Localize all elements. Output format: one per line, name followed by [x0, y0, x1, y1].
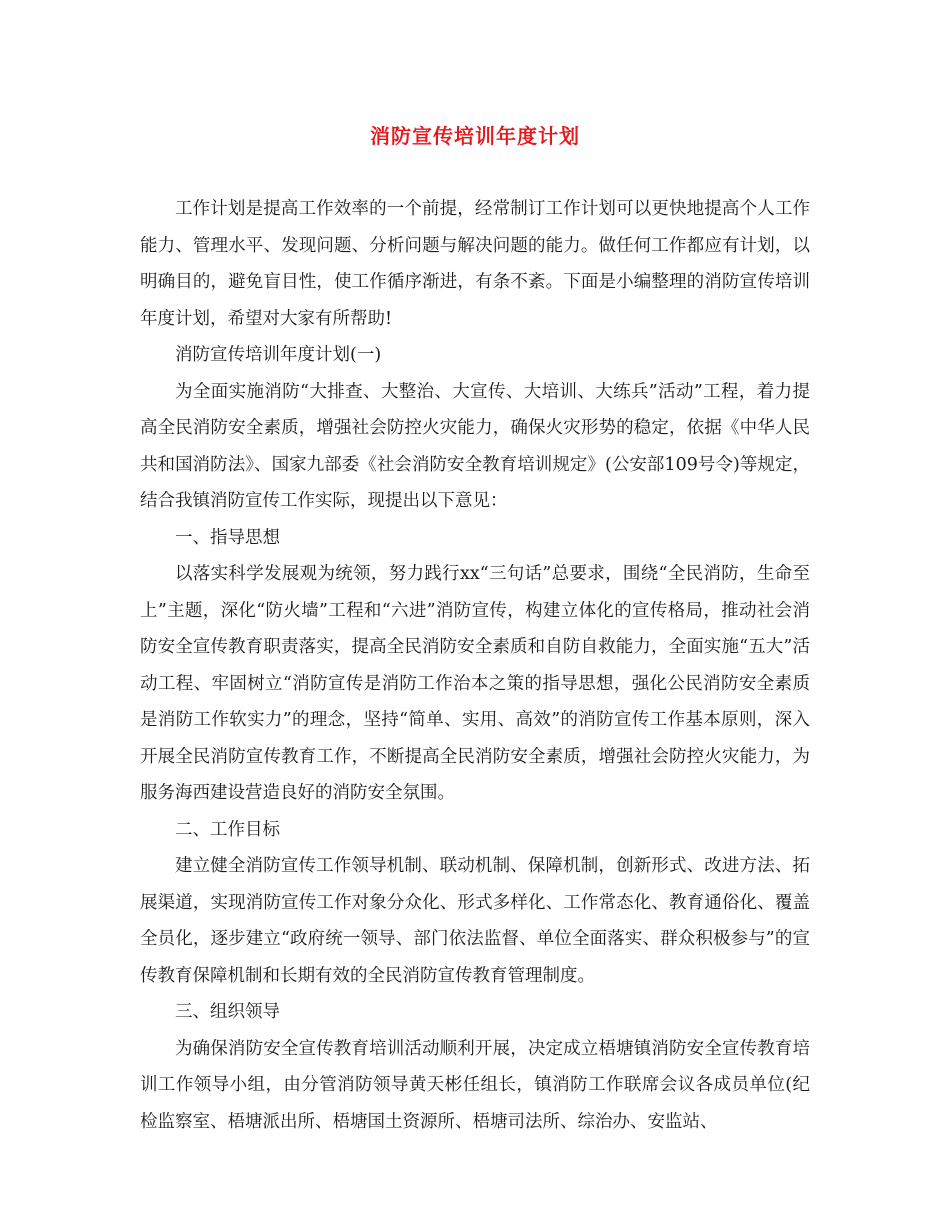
- paragraph-plan-heading: 消防宣传培训年度计划(一): [175, 345, 382, 365]
- section-heading-organization: 三、组织领导: [175, 1002, 280, 1022]
- document-title: 消防宣传培训年度计划: [370, 124, 580, 148]
- paragraph-intro: 工作计划是提高工作效率的一个前提，经常制订工作计划可以更快地提高个人工作能力、管理水平、发现问题、分析问题与解决问题的能力。做任何工作都应有计划，以明确目的，避免盲目性，使工作循序渐进，有条不紊。下面是小编整理的消防宣传培训年度计划，希望对大家有所帮助!: [140, 199, 810, 329]
- section-heading-guiding-thought: 一、指导思想: [175, 527, 280, 548]
- paragraph-organization: 为确保消防安全宣传教育培训活动顺利开展，决定成立梧塘镇消防安全宣传教育培训工作领导小组，由分管消防领导黄天彬任组长，镇消防工作联席会议各成员单位(纪检监察室、梧塘派出所、梧塘国土资源所、梧塘司法所、综治办、安监站、: [140, 1038, 810, 1132]
- paragraph-purpose: 为全面实施消防“大排查、大整治、大宣传、大培训、大练兵”活动”工程，着力提高全民消防安全素质，增强社会防控火灾能力，确保火灾形势的稳定，依据《中华人民共和国消防法》、国家九部委《社会消防安全教育培训规定》(公安部109号令)等规定，结合我镇消防宣传工作实际，现提出以下意见：: [140, 381, 810, 511]
- paragraph-guiding-thought: 以落实科学发展观为统领，努力践行xx“三句话”总要求，围绕“全民消防，生命至上”主题，深化“防火墙”工程和“六进”消防宣传，构建立体化的宣传格局，推动社会消防安全宣传教育职责落实，提高全民消防安全素质和自防自救能力，全面实施“五大”活动工程、牢固树立“消防宣传是消防工作治本之策的指导思想，强化公民消防安全素质是消防工作软实力”的理念，坚持“简单、实用、高效”的消防宣传工作基本原则，深入开展全民消防宣传教育工作，不断提高全民消防安全素质，增强社会防控火灾能力，为服务海西建设营造良好的消防安全氛围。: [140, 564, 810, 803]
- document-body: [140, 191, 810, 1140]
- section-heading-work-goals: 二、工作目标: [175, 819, 280, 840]
- paragraph-work-goals: 建立健全消防宣传工作领导机制、联动机制、保障机制，创新形式、改进方法、拓展渠道，实现消防宣传工作对象分众化、形式多样化、工作常态化、教育通俗化、覆盖全员化，逐步建立“政府统一领导、部门依法监督、单位全面落实、群众积极参与”的宣传教育保障机制和长期有效的全民消防宣传教育管理制度。: [140, 856, 810, 986]
